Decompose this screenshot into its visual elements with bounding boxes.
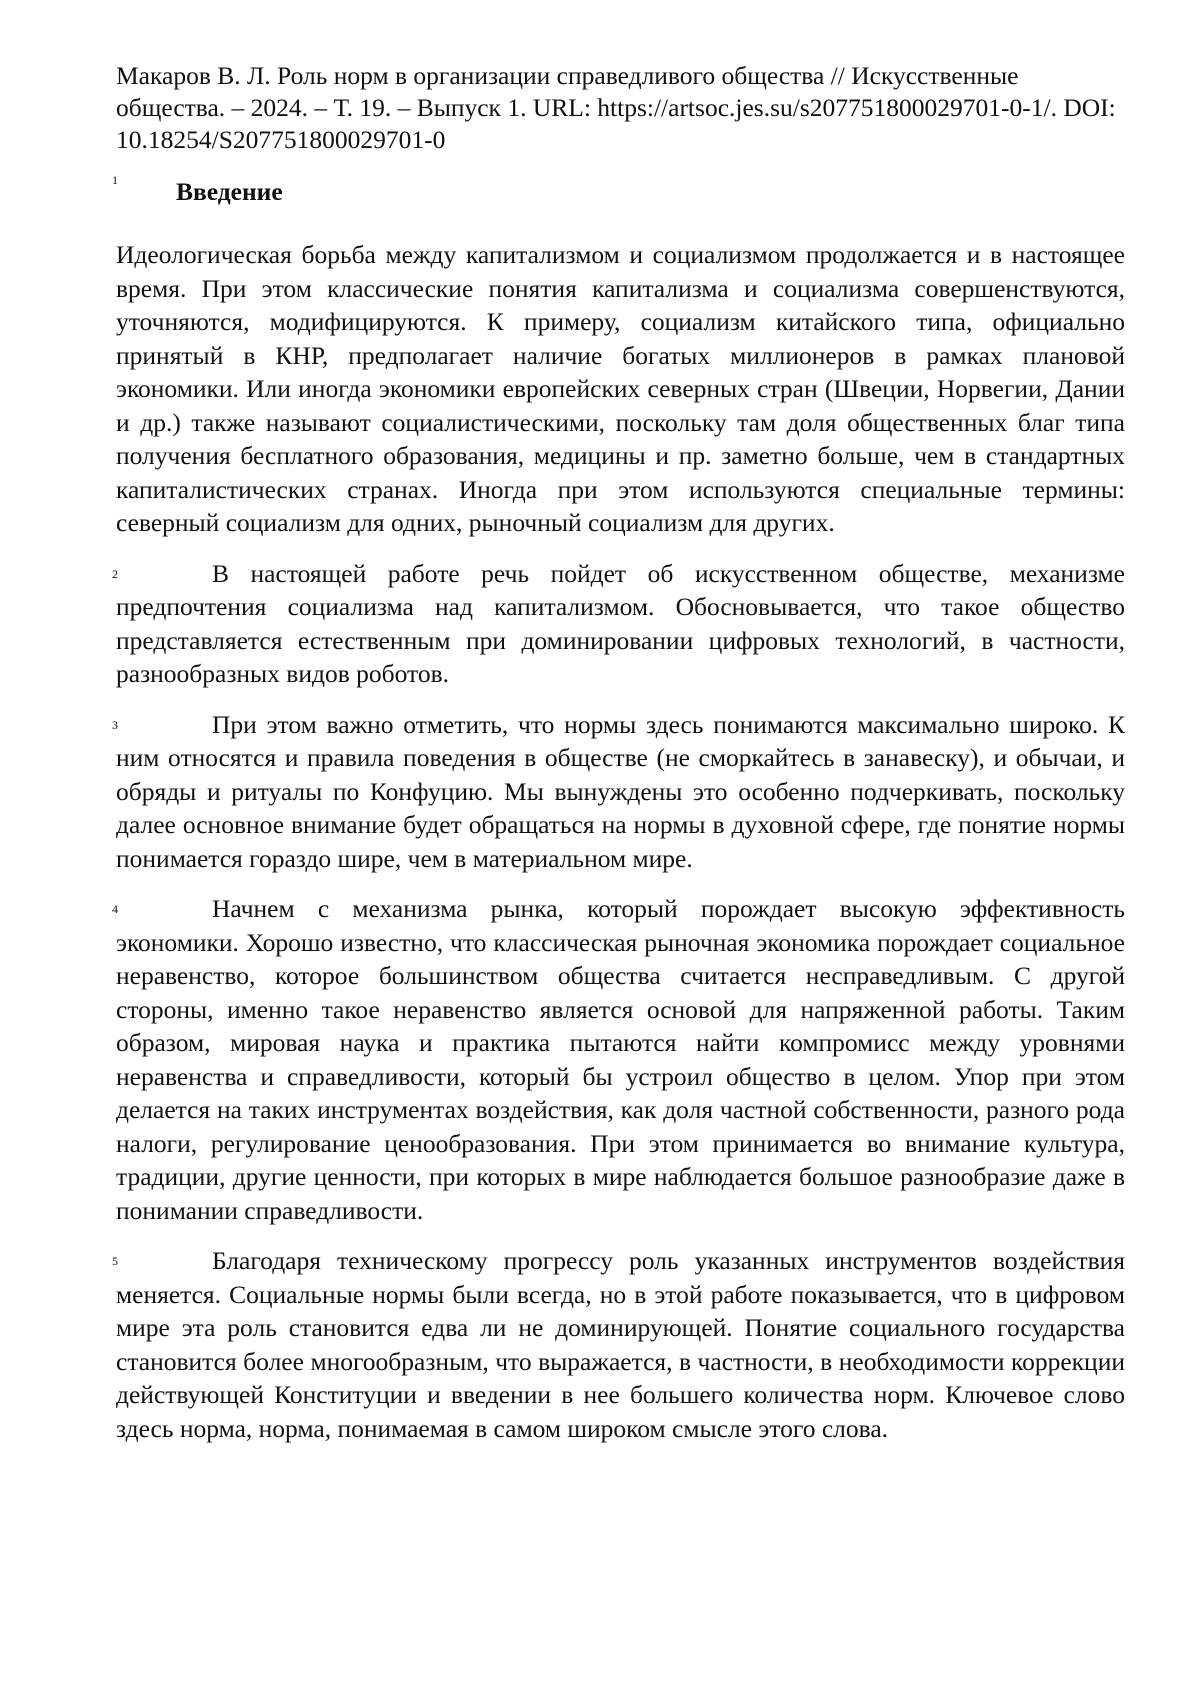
section-heading: Введение [176,177,283,206]
paragraph-3 [112,708,1125,876]
paragraph-number: 3 [112,717,118,732]
paragraph-number: 4 [112,902,118,916]
paragraph-4 [112,892,1125,1227]
document-page [112,60,1125,1445]
paragraph-5 [112,1244,1125,1445]
paragraph-text: При этом важно отметить, что нормы здесь понимаются максимально широко. К ним относятся и правила поведения в обществе (не сморкайтесь в занавеску), и обычаи, и обряды и ритуалы по Конфуцию. Мы вынуждены это особенно подчеркивать, поскольку далее основное внимание будет обращаться на нормы в духовной сфере, где понятие нормы понимается гораздо шире, чем в материальном мире. [116,709,1125,873]
paragraph-2 [112,557,1125,691]
paragraph-text: Благодаря техническому прогрессу роль указанных инструментов воздействия меняется. Социальные нормы были всегда, но в этой работе показывается, что в цифровом мире эта роль становится едва ли не доминирующей. Понятие социального государства становится более многообразным, что выражается, в частности, в необходимости коррекции действующей Конституции и введении в нее большего количества норм. Ключевое слово здесь норма, норма, понимаемая в самом широком смысле этого слова. [116,1246,1125,1443]
paragraph-text: В настоящей работе речь пойдет об искусственном обществе, механизме предпочтения социализма над капитализмом. Обосновывается, что такое общество представляется естественным при доминировании цифровых технологий, в частности, разнообразных видов роботов. [116,558,1125,688]
paragraph-1 [116,238,1125,540]
paragraph-number: 5 [112,1254,118,1268]
citation-header: Макаров В. Л. Роль норм в организации справедливого общества // Искусственные общества. – 2024. – Т. 19. – Выпуск 1. URL: https://artsoc.jes.su/s207751800029701-0-1/. DOI: 10.18254/S207751800029701-0 [116,61,1116,154]
paragraph-number: 2 [112,566,118,581]
paragraph-text: Начнем с механизма рынка, который порождает высокую эффективность экономики. Хорошо известно, что классическая рыночная экономика порождает социальное неравенство, которое большинством общества считается несправедливым. С другой стороны, именно такое неравенство является основой для напряженной работы. Таким образом, мировая наука и практика пытаются найти компромисс между уровнями неравенства и справедливости, который бы устроил общество в целом. Упор при этом делается на таких инструментах воздействия, как доля частной собственности, разного рода налоги, регулирование ценообразования. При этом принимается во внимание культура, традиции, другие ценности, при которых в мире наблюдается большое разнообразие даже в понимании справедливости. [116,894,1125,1225]
paragraph-text: Идеологическая борьба между капитализмом и социализмом продолжается и в настоящее время. При этом классические понятия капитализма и социализма совершенствуются, уточняются, модифицируются. К примеру, социализм китайского типа, официально принятый в КНР, предполагает наличие богатых миллионеров в рамках плановой экономики. Или иногда экономики европейских северных стран (Швеции, Норвегии, Дании и др.) также называют социалистическими, поскольку там доля общественных благ типа получения бесплатного образования, медицины и пр. заметно больше, чем в стандартных капиталистических странах. Иногда при этом используются специальные термины: северный социализм для одних, рыночный социализм для других. [116,240,1125,537]
section-heading-row [112,166,1125,214]
paragraph-number: 1 [112,173,118,187]
